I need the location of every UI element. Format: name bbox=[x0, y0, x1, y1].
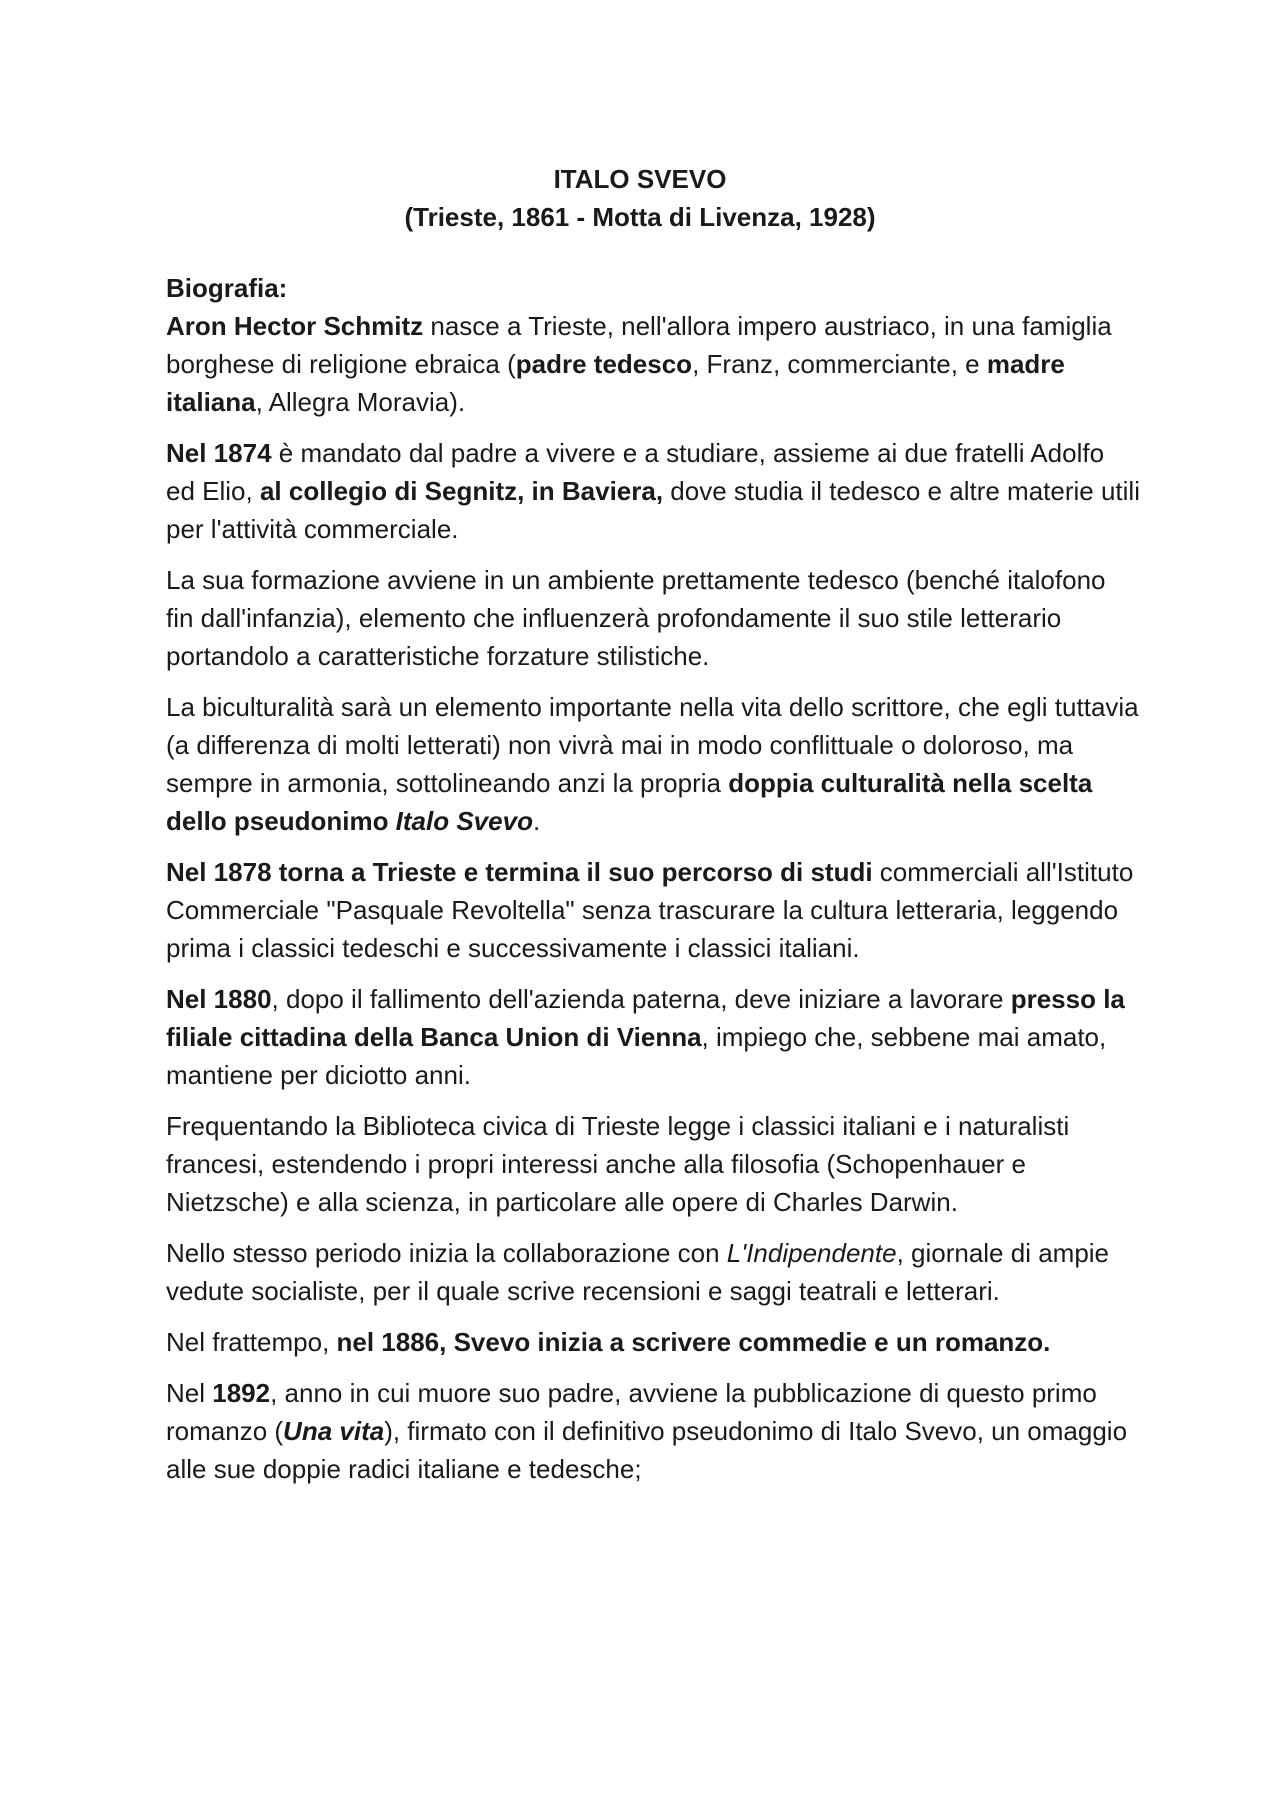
text-run: , giornale di ampie vedute socialiste, per il quale scrive recensioni e saggi teatrali e letterari. bbox=[166, 1238, 1110, 1306]
text-run: , Allegra Moravia). bbox=[255, 387, 466, 417]
text-run: Nello stesso periodo inizia la collaborazione con bbox=[166, 1238, 727, 1268]
bold-text: padre tedesco bbox=[515, 349, 693, 379]
paragraph bbox=[166, 980, 1140, 1094]
text-run: è mandato dal padre a vivere e a studiare, assieme ai due fratelli Adolfo ed Elio, bbox=[166, 438, 1105, 506]
bold-text: 1892 bbox=[212, 1378, 271, 1408]
text-run: . bbox=[532, 806, 541, 836]
paragraph bbox=[166, 1107, 1140, 1221]
text-run: , anno in cui muore suo padre, avviene la pubblicazione di questo primo romanzo ( bbox=[166, 1378, 1097, 1446]
text-run: ), firmato con il definitivo pseudonimo di Italo Svevo, un omaggio alle sue doppie radici italiane e tedesche; bbox=[166, 1416, 1128, 1484]
paragraph bbox=[166, 561, 1140, 675]
paragraph bbox=[166, 1234, 1140, 1310]
text-run: commerciali all'Istituto Commerciale "Pasquale Revoltella" senza trascurare la cultura letteraria, leggendo prima i classici tedeschi e successivamente i classici italiani. bbox=[166, 857, 1134, 963]
section-label: Biografia: bbox=[166, 273, 288, 303]
paragraph bbox=[166, 688, 1140, 840]
text-run: , Franz, commerciante, e bbox=[692, 349, 987, 379]
paragraph bbox=[166, 1374, 1140, 1488]
bold-text: madre italiana bbox=[166, 349, 1065, 417]
bold-text: doppia culturalità nella scelta dello pseudonimo bbox=[166, 768, 1093, 836]
text-run: nasce a Trieste, nell'allora impero austriaco, in una famiglia borghese di religione ebraica ( bbox=[166, 311, 1112, 379]
paragraph bbox=[166, 1323, 1140, 1361]
text-run: Frequentando la Biblioteca civica di Trieste legge i classici italiani e i naturalisti francesi, estendendo i propri interessi anche alla filosofia (Schopenhauer e Nietzsche) e alla scienza, in particolare alle opere di Charles Darwin. bbox=[166, 1111, 1070, 1217]
paragraph bbox=[166, 307, 1140, 421]
bold-text: presso la filiale cittadina della Banca Union di Vienna bbox=[166, 984, 1125, 1052]
text-run: , dopo il fallimento dell'azienda paterna, deve iniziare a lavorare bbox=[271, 984, 1011, 1014]
document-subtitle: (Trieste, 1861 - Motta di Livenza, 1928) bbox=[404, 202, 876, 232]
text-run: dove studia il tedesco e altre materie utili per l'attività commerciale. bbox=[166, 476, 1140, 544]
bold-text: Nel 1874 bbox=[166, 438, 272, 468]
italic-text: L'Indipendente bbox=[726, 1238, 897, 1268]
bold-text: Nel 1880 bbox=[166, 984, 272, 1014]
text-run: Nel frattempo, bbox=[166, 1327, 337, 1357]
bold-text: nel 1886, Svevo inizia a scrivere commedie e un romanzo. bbox=[336, 1327, 1051, 1357]
paragraph bbox=[166, 434, 1140, 548]
bold-text: Aron Hector Schmitz bbox=[166, 311, 424, 341]
bold-italic-text: Italo Svevo bbox=[395, 806, 533, 836]
text-run: La biculturalità sarà un elemento importante nella vita dello scrittore, che egli tuttavia (a differenza di molti letterati) non vivrà mai in modo conflittuale o doloroso, ma sempre in armonia, sottolineando anzi la propria bbox=[166, 692, 1139, 798]
paragraph bbox=[166, 853, 1140, 967]
bold-text: Nel 1878 torna a Trieste e termina il suo percorso di studi bbox=[166, 857, 873, 887]
body-text bbox=[166, 307, 1140, 1488]
title-block bbox=[140, 160, 1140, 236]
text-run: Nel bbox=[166, 1378, 213, 1408]
bold-text: al collegio di Segnitz, in Baviera, bbox=[259, 476, 664, 506]
text-run: La sua formazione avviene in un ambiente prettamente tedesco (benché italofono fin dall'infanzia), elemento che influenzerà profondamente il suo stile letterario portandolo a caratteristiche forzature stilistiche. bbox=[166, 565, 1106, 671]
document-title: ITALO SVEVO bbox=[553, 164, 727, 194]
bold-italic-text: Una vita bbox=[283, 1416, 385, 1446]
text-run: , impiego che, sebbene mai amato, mantiene per diciotto anni. bbox=[166, 1022, 1107, 1090]
